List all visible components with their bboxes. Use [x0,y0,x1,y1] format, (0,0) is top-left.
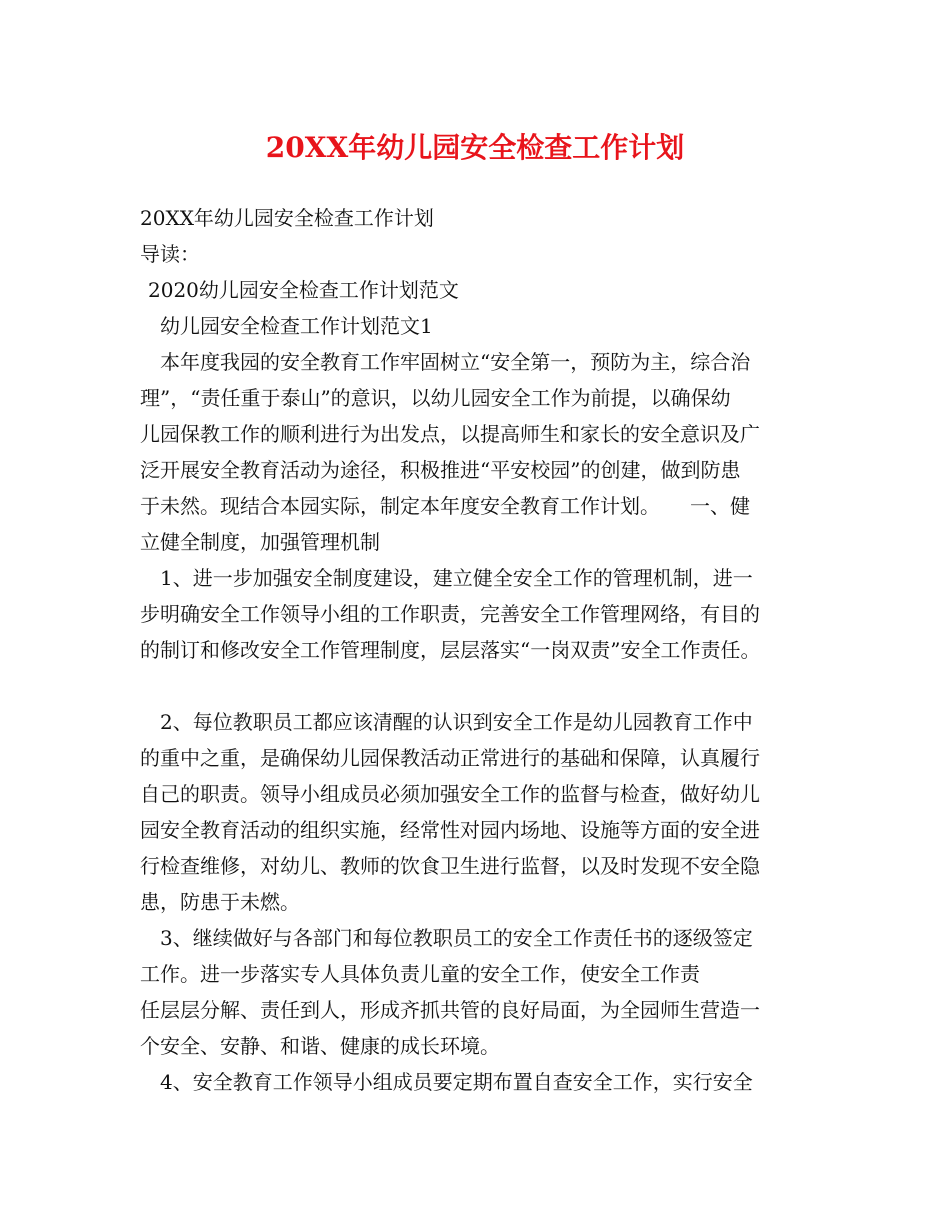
text-line: 个安全、安静、和谐、健康的成长环境。 [140,1034,500,1058]
text-line: 20XX年幼儿园安全检查工作计划 [140,206,434,230]
text-line: 2020幼儿园安全检查工作计划范文 [148,278,459,302]
text-line: 园安全教育活动的组织实施，经常性对园内场地、设施等方面的安全进 [140,818,760,842]
text-line: 患，防患于未燃。 [140,890,300,914]
text-line: 任层层分解、责任到人，形成齐抓共管的良好局面，为全园师生营造一 [140,998,760,1022]
text-line: 步明确安全工作领导小组的工作职责，完善安全工作管理网络，有目的 [140,602,760,626]
text-line: 3、继续做好与各部门和每位教职员工的安全工作责任书的逐级签定 [160,926,753,950]
text-line: 工作。进一步落实专人具体负责儿童的安全工作，使安全工作责 [140,962,700,986]
text-line: 于未然。现结合本园实际，制定本年度安全教育工作计划。 一、健 [140,494,750,518]
text-line: 2、每位教职员工都应该清醒的认识到安全工作是幼儿园教育工作中 [160,710,753,734]
text-line: 泛开展安全教育活动为途径，积极推进“平安校园”的创建，做到防患 [140,458,741,482]
text-line: 幼儿园安全检查工作计划范文1 [160,314,433,338]
text-line: 的重中之重，是确保幼儿园保教活动正常进行的基础和保障，认真履行 [140,746,760,770]
text-line: 导读： [140,242,200,266]
text-line: 本年度我园的安全教育工作牢固树立“安全第一，预防为主，综合治 [160,350,751,374]
text-line: 的制订和修改安全工作管理制度，层层落实“一岗双责”安全工作责任。 [140,638,761,662]
text-line: 1、进一步加强安全制度建设，建立健全安全工作的管理机制，进一 [160,566,753,590]
paragraph-gap [140,668,830,704]
document-body [140,200,830,1100]
text-line: 4、安全教育工作领导小组成员要定期布置自查安全工作，实行安全 [160,1070,753,1094]
document-title: 20XX年幼儿园安全检查工作计划 [265,131,685,164]
text-line: 立健全制度，加强管理机制 [140,530,380,554]
text-line: 理”，“责任重于泰山”的意识，以幼儿园安全工作为前提，以确保幼 [140,386,731,410]
text-line: 自己的职责。领导小组成员必须加强安全工作的监督与检查，做好幼儿 [140,782,760,806]
text-line: 儿园保教工作的顺利进行为出发点，以提高师生和家长的安全意识及广 [140,422,760,446]
text-line: 行检查维修，对幼儿、教师的饮食卫生进行监督，以及时发现不安全隐 [140,854,760,878]
